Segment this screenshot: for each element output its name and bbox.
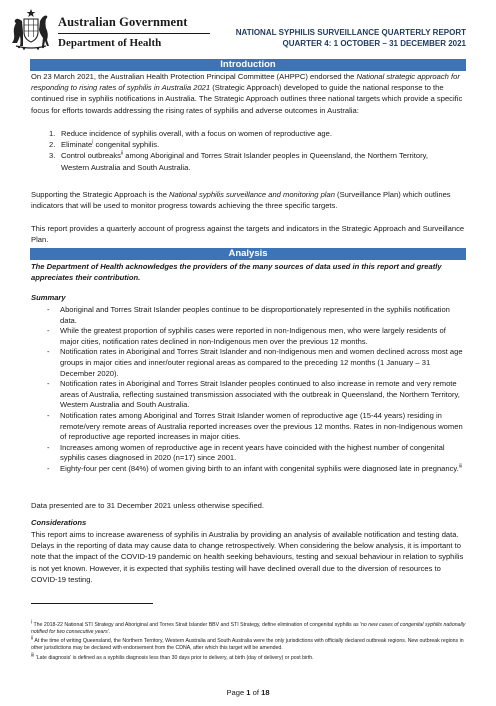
analysis-heading: Analysis	[30, 248, 466, 260]
list-item: - Aboriginal and Torres Strait Islander peoples continue to be disproportionately represented in the syphilis notification data.	[47, 305, 450, 325]
footnote-1: $^i$ The 2018-22 National STI Strategy and Aboriginal and Torres Strait Islander BBV and STI Strategy, define elimination of congenital syphilis as 'no new cases of congenital syphilis nationally notified for two consecutive years'.	[31, 619, 466, 636]
report-title	[236, 27, 466, 49]
list-item: 3. Control outbreaks$^{ii}$ among Aboriginal and Torres Strait Islander peoples in Queensland, the Northern Territory, Western Australia and South Australia.	[49, 150, 428, 172]
list-item: - Eighty-four per cent (84%) of women giving birth to an infant with congenital syphilis were diagnosed late in pregnancy.$^{iii}$	[47, 463, 463, 473]
list-item: - Notification rates in Aboriginal and Torres Strait Islander and non-Indigenous men and women declined across most age groups in major cities and inner/outer regional areas as compared to the preceding 12 months (1 January – 31 December 2020).	[47, 347, 463, 378]
introduction-paragraph-1: On 23 March 2021, the Australian Health Protection Principal Committee (AHPPC) endorsed the National strategic approach for responding to rising rates of syphilis in Australia 2021 (Strategic Approach) developed to guide the national response to the continued rise in syphilis notifications in Australia. The Strategic Approach outlines three national targets which provide a specific focus for efforts towards addressing the rising rates of syphilis and adverse outcomes in Australia:	[31, 72, 463, 115]
footnote-divider	[31, 603, 153, 604]
national-targets-list	[31, 128, 451, 173]
data-note: Data presented are to 31 December 2021 unless otherwise specified.	[31, 501, 265, 510]
footnote-2: $^{ii}$ At the time of writing Queensland, the Northern Territory, Western Australia and South Australia were the only jurisdictions with officially declared outbreak regions. New outbreak regions in other jurisdictions may be declared with endorsement from the CDNA, after which this target will be amended.	[31, 635, 464, 652]
considerations-heading: Considerations	[31, 518, 87, 527]
list-item: - While the greatest proportion of syphilis cases were reported in non-Indigenous men, who were largely residents of major cities, notification rates declined in non-Indigenous men over the previous 12 months.	[47, 326, 446, 346]
page-number: Page 1 of 18	[226, 688, 270, 697]
list-item: - Increases among women of reproductive age in recent years have coincided with the highest number of congenital syphilis cases diagnosed in 2020 (n=17) since 2001.	[47, 442, 445, 463]
introduction-heading: Introduction	[30, 59, 466, 71]
list-item: 1. Reduce incidence of syphilis overall, with a focus on women of reproductive age.	[49, 129, 332, 138]
list-item: - Notification rates among Aboriginal and Torres Strait Islander women of reproductive age (15-44 years) residing in remote/very remote areas of Australia reported increases over the previous 12 months. Rates in non-Indigenous women of reproductive age reported increases in major cities.	[47, 410, 463, 442]
summary-heading: Summary	[31, 293, 66, 302]
list-item: - Notification rates in Aboriginal and Torres Strait Islander peoples continued to also increase in remote and very remote areas of Australia, reflecting sustained transmission associated with the outbreak in Queensland, the Northern Territory, Western Australia and South Australia.	[47, 379, 460, 410]
commonwealth-coat-of-arms-icon	[8, 8, 54, 50]
department-name: Department of Health	[58, 37, 162, 49]
report-title-line-2: QUARTER 4: 1 OCTOBER – 31 DECEMBER 2021	[282, 39, 466, 48]
introduction-paragraph-3: This report provides a quarterly account of progress against the targets and indicators in the Strategic Approach and Surveillance Plan.	[31, 224, 465, 245]
considerations-text: This report aims to increase awareness of syphilis in Australia by providing an analysis of available notification and testing data. Delays in the reporting of data may cause data to change retrospectively. When considering the below analysis, it is important to note that the impact of the COVID-19 pandemic on health seeking behaviours, testing and sexual behaviour in relation to syphilis is not yet known. However, it is expected that syphilis testing will have declined overall due to the diversion of resources to COVID-19 testing.	[31, 530, 464, 584]
footnote-3: $^{iii}$ 'Late diagnosis' is defined as a syphilis diagnosis less than 30 days prior to delivery, at birth (day of delivery) or post birth.	[31, 652, 314, 661]
summary-list	[31, 305, 463, 475]
list-item: 2. Eliminate$^i$ congenital syphilis.	[49, 139, 160, 150]
introduction-paragraph-2: Supporting the Strategic Approach is the National syphilis surveillance and monitoring plan (Surveillance Plan) which outlines indicators that will be used to monitor progress towards achieving the three specific targets.	[31, 190, 451, 211]
government-name: Australian Government	[58, 15, 188, 29]
report-title-line-1: NATIONAL SYPHILIS SURVEILLANCE QUARTERLY REPORT	[235, 28, 466, 37]
acknowledgement-text: The Department of Health acknowledges the providers of the many sources of data used in this report and greatly appreciates their contribution.	[31, 262, 442, 283]
header-divider	[58, 33, 210, 34]
